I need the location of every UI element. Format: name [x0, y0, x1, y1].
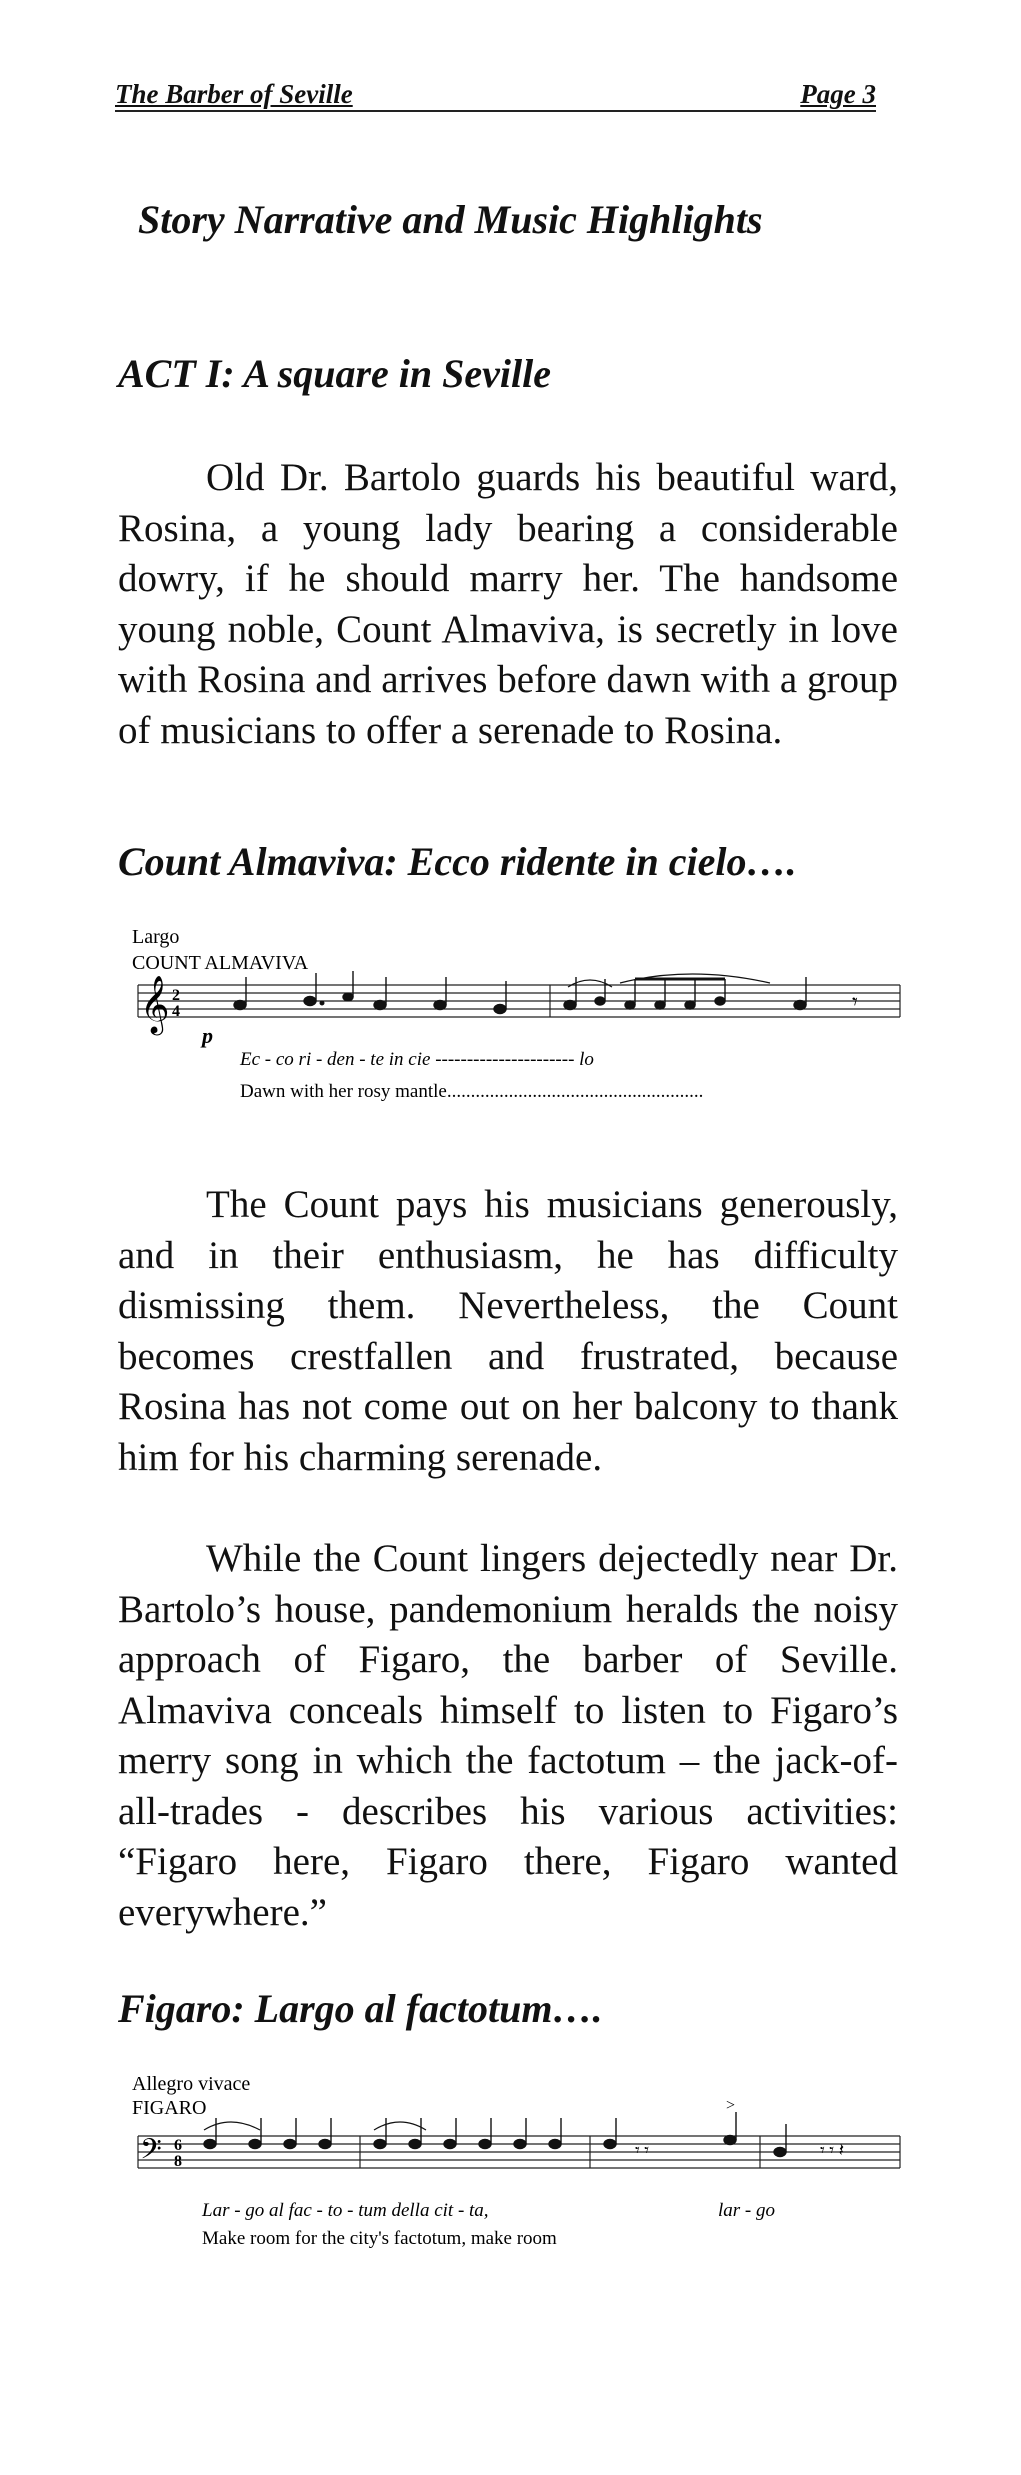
score-tempo-marking: Allegro vivace: [132, 2073, 251, 2095]
music-staff-2: [130, 2072, 910, 2262]
score-largo-al-factotum: [130, 2072, 910, 2262]
score-translation: Make room for the city's factotum, make room: [202, 2228, 557, 2249]
act-heading: ACT I: A square in Seville: [118, 351, 552, 396]
score-notes: [204, 2112, 786, 2157]
running-header: [115, 78, 876, 112]
paragraph-3: [118, 1534, 898, 1938]
rest-mark-2: 𝄾 𝄾 𝄽: [820, 2140, 845, 2160]
time-signature-top: 6: [174, 2137, 182, 2154]
slur-mark-2: [374, 2122, 426, 2130]
aria-1-heading: Count Almaviva: Ecco ridente in cielo….: [118, 839, 797, 884]
header-title: The Barber of Seville: [115, 79, 353, 109]
staff-lines: [138, 985, 900, 1017]
rest-mark: 𝄾: [852, 989, 858, 1014]
aria-2-heading: Figaro: Largo al factotum….: [118, 1986, 603, 2031]
paragraph-3-text: While the Count lingers dejectedly near Dr. Bartolo’s house, pandemonium heralds the noisy approach of Figaro, the barber of Seville. Almaviva conceals himself to listen to Figaro’s merry song in which the factotum – the jack-of-all-trades - describes his various activities: “Figaro here, Figaro there, Figaro wanted everywhere.”: [118, 1537, 898, 1934]
slur-mark: [204, 2122, 260, 2130]
bass-clef-icon: 𝄢: [140, 2133, 162, 2173]
paragraph-2-text: The Count pays his musicians generously, and in their enthusiasm, he has difficulty dismissing them. Nevertheless, the Count becomes crestfallen and frustrated, because Rosina has not come out on her balcony to thank him for his charming serenade.: [118, 1183, 898, 1479]
treble-clef-icon: 𝄞: [140, 975, 170, 1033]
paragraph-1-text: Old Dr. Bartolo guards his beautiful ward, Rosina, a young lady bearing a considerable dowry, if he should marry her. The handsome young noble, Count Almaviva, is secretly in love with Rosina and arrives before dawn with a group of musicians to offer a serenade to Rosina.: [118, 456, 898, 752]
score-lyrics: Ec - co ri - den - te in cie ---------------------- lo: [240, 1049, 594, 1070]
score-singer-name: COUNT ALMAVIVA: [132, 952, 309, 974]
score-lyrics: Lar - go al fac - to - tum della cit - ta,: [202, 2200, 489, 2221]
dynamic-marking: p: [202, 1023, 213, 1048]
time-signature-bottom: 4: [172, 1003, 180, 1020]
rest-mark: 𝄾 𝄾: [635, 2140, 650, 2160]
header-page-number: Page 3: [800, 79, 876, 109]
paragraph-2: [118, 1180, 898, 1483]
music-staff-1: [130, 925, 910, 1115]
score-tempo-marking: Largo: [132, 926, 180, 948]
score-ecco-ridente: [130, 925, 910, 1115]
score-translation: Dawn with her rosy mantle......................................................: [240, 1081, 704, 1102]
score-notes: [234, 971, 806, 1014]
accent-mark: >: [726, 2097, 736, 2114]
time-signature-top: 2: [172, 987, 180, 1004]
time-signature-bottom: 8: [174, 2153, 182, 2170]
score-singer-name: FIGARO: [132, 2097, 207, 2119]
score-lyrics-end: lar - go: [718, 2200, 775, 2221]
section-title: Story Narrative and Music Highlights: [138, 197, 763, 242]
paragraph-1: [118, 453, 898, 756]
